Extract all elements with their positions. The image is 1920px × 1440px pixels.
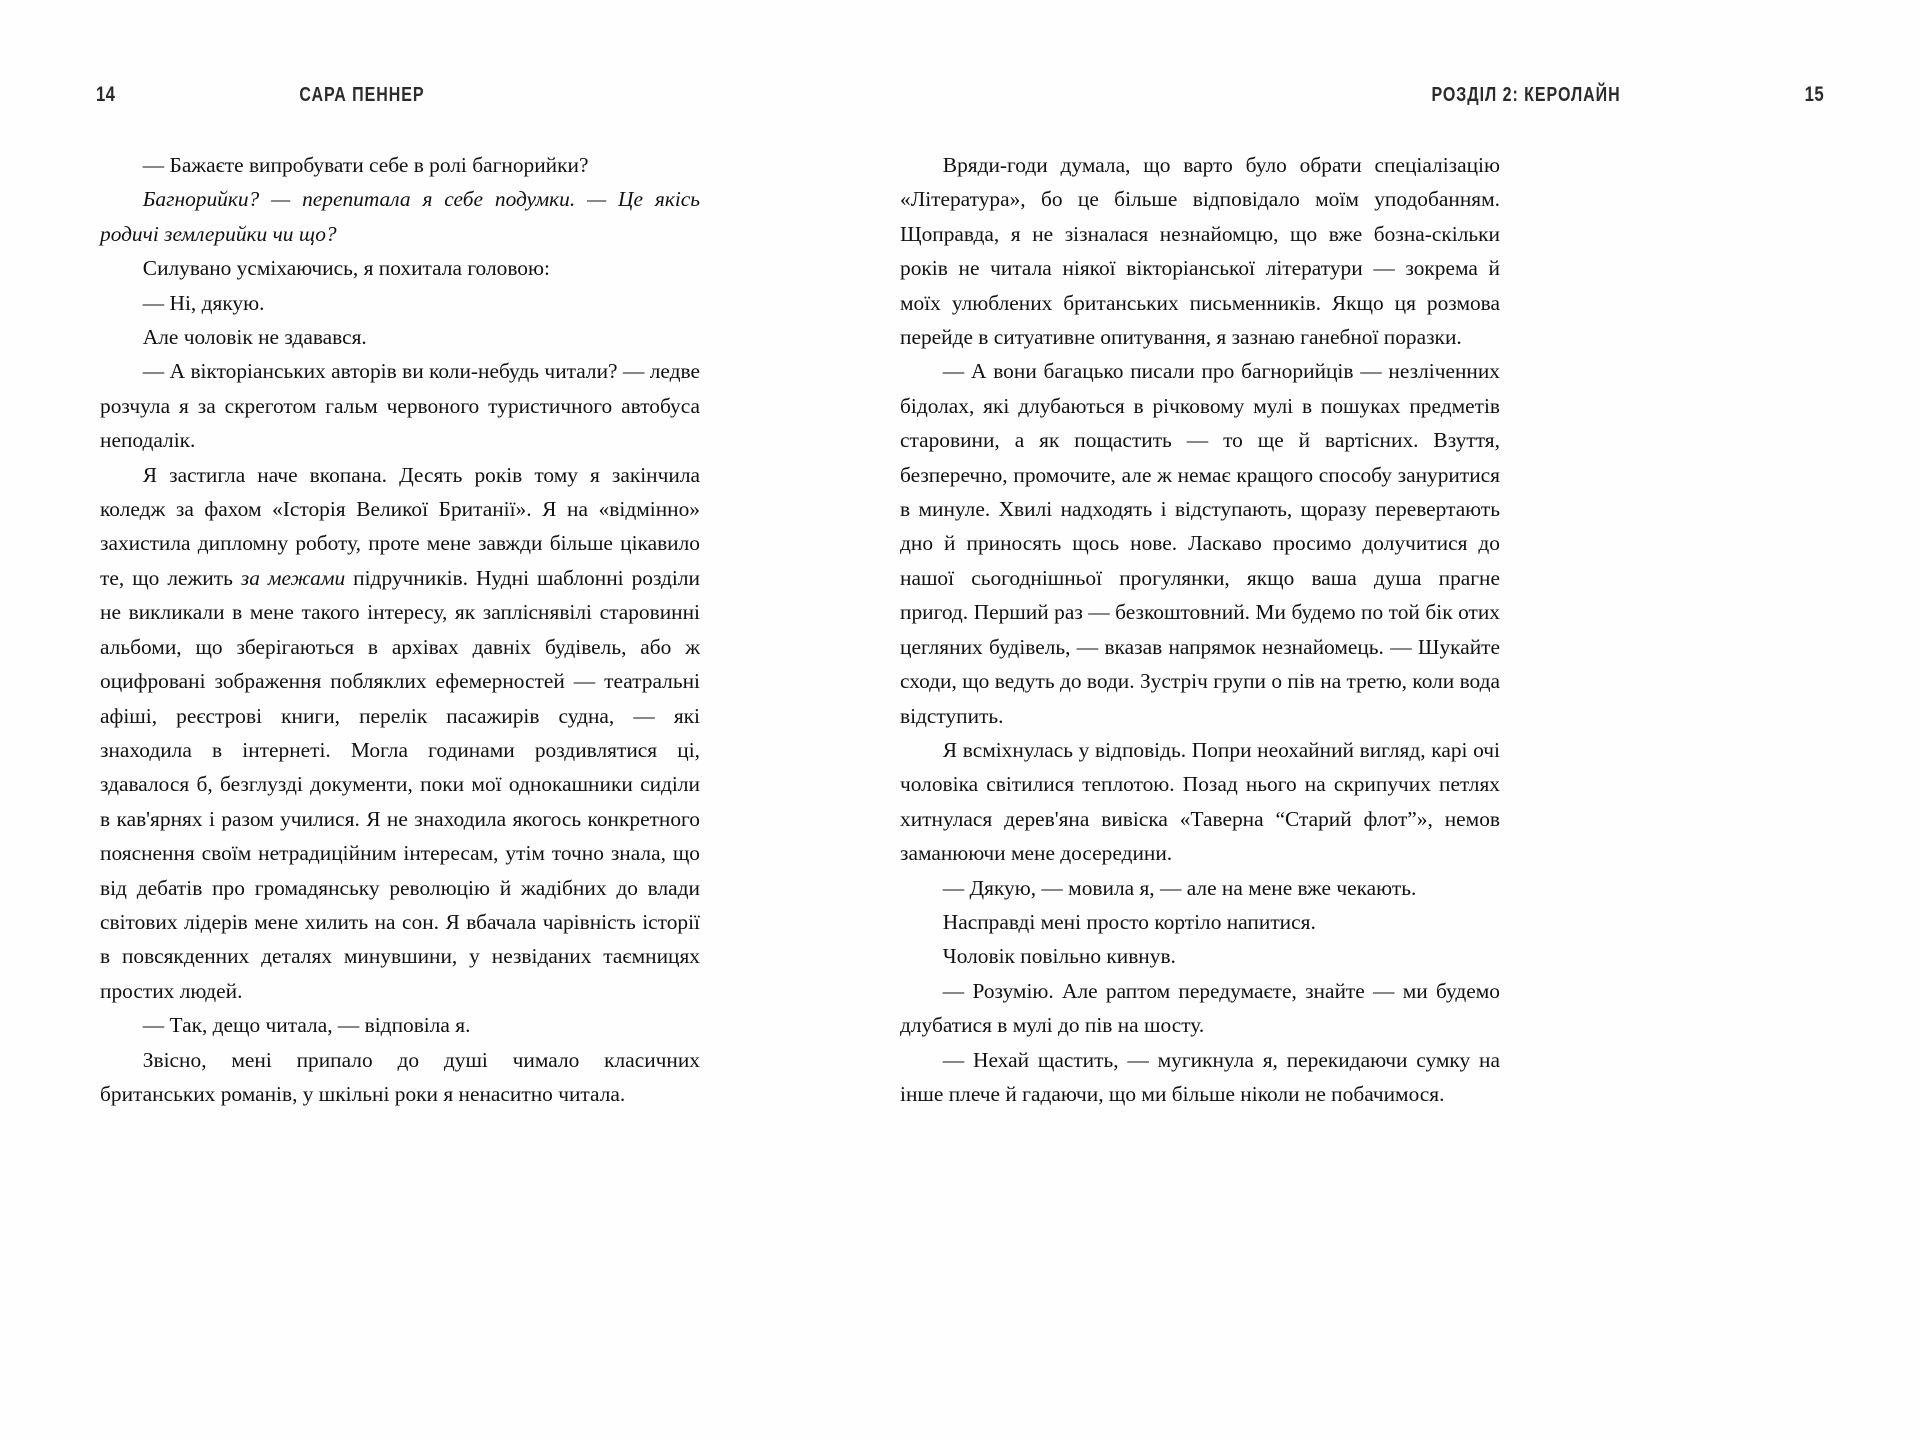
chapter-title-running-head: РОЗДІЛ 2: КЕРОЛАЙН: [1431, 83, 1621, 106]
paragraph-with-italic-phrase: Я застигла наче вкопана. Десять років тому я закінчила коледж за фахом «Історія Великої Британії». Я на «відмінно» захистила дипломну роботу, проте мене завжди більше цікавило те, що лежить за межами підручників. Нудні шаблонні розділи не викликали в мене такого інтересу, як запліснявілі старовинні альбоми, що зберігаються в архівах давніх будівель, або ж оцифровані зображення побляклих ефемерностей — театральні афіші, реєстрові книги, перелік пасажирів судна, — які знаходила в інтернеті. Могла годинами роздивлятися ці, здавалося б, безглузді документи, поки мої однокашники сиділи в кав'ярнях і разом училися. Я не знаходила якогось конкретного пояснення своїм нетрадиційним інтересам, утім точно знала, що від дебатів про громадянську революцію й жадібних до влади світових лідерів мене хилить на сон. Я вбачала чарівність історії в повсякденних деталях минувшини, у незвіданих таємницях простих людей.: [100, 462, 700, 1003]
paragraph: — Нехай щастить, — мугикнула я, перекидаючи сумку на інше плече й гадаючи, що ми більше ніколи не побачимося.: [900, 1047, 1500, 1106]
paragraph: Звісно, мені припало до душі чимало класичних британських романів, у шкільні роки я ненаситно читала.: [100, 1047, 700, 1106]
paragraph: — А вони багацько писали про багнорийців — незліченних бідолах, які длубаються в річковому мулі в пошуках предметів старовини, а як пощастить — то ще й вартісних. Взуття, безперечно, промочите, але ж немає кращого способу зануритися в минуле. Хвилі надходять і відступають, щоразу перевертають дно й приносять щось нове. Ласкаво просимо долучитися до нашої сьогоднішньої прогулянки, якщо ваша душа прагне пригод. Перший раз — безкоштовний. Ми будемо по той бік отих цегляних будівель, — вказав напрямок незнайомець. — Шукайте сходи, що ведуть до води. Зустріч групи о пів на третю, коли вода відступить.: [900, 359, 1500, 728]
italic-run: за межами: [240, 565, 346, 590]
paragraph-italic: [100, 182, 700, 251]
author-name-running-head: САРА ПЕННЕР: [299, 83, 425, 106]
paragraph: Насправді мені просто кортіло напитися.: [942, 909, 1316, 934]
paragraph: — Дякую, — мовила я, — але на мене вже чекають.: [942, 875, 1417, 900]
running-head-right: [1216, 80, 1824, 110]
paragraph: Вряди-годи думала, що варто було обрати спеціалізацію «Література», бо це більше відповідало моїм уподобанням. Щоправда, я не зізналася незнайомцю, що вже бозна-скільки років не читала ніякої вікторіанської літератури — зокрема й моїх улюблених британських письменників. Якщо ця розмова перейде в ситуативне опитування, я зазнаю ганебної поразки.: [900, 153, 1500, 350]
paragraph: — Розумію. Але раптом передумаєте, знайте — ми будемо длубатися в мулі до пів на шосту.: [900, 978, 1500, 1038]
paragraph: Але чоловік не здавався.: [142, 325, 367, 350]
paragraph: Чоловік повільно кивнув.: [942, 944, 1176, 969]
paragraph: — Бажаєте випробувати себе в ролі багнорийки?: [142, 153, 589, 177]
paragraph: Силувано усміхаючись, я похитала головою:: [142, 256, 550, 281]
paragraph: — А вікторіанських авторів ви коли-небудь читали? — ледве розчула я за скреготом гальм червоного туристичного автобуса неподалік.: [100, 359, 700, 453]
running-head-left: [96, 80, 592, 110]
page-number-right: 15: [1804, 83, 1824, 106]
paragraph: Я всміхнулась у відповідь. Попри неохайний вигляд, карі очі чоловіка світилися теплотою. Позад нього на скрипучих петлях хитнулася дерев'яна вивіска «Таверна “Старий флот”», немов заманюючи мене досередини.: [900, 737, 1500, 866]
italic-run: Багнорийки? — перепитала я себе подумки. — Це якісь родичі землерийки чи що?: [100, 187, 700, 246]
text-column-right: [900, 148, 1500, 1111]
page-number-left: 14: [96, 83, 116, 106]
text-column-left: [100, 148, 700, 1111]
paragraph: — Ні, дякую.: [142, 290, 265, 315]
paragraph: — Так, дещо читала, — відповіла я.: [142, 1013, 471, 1038]
